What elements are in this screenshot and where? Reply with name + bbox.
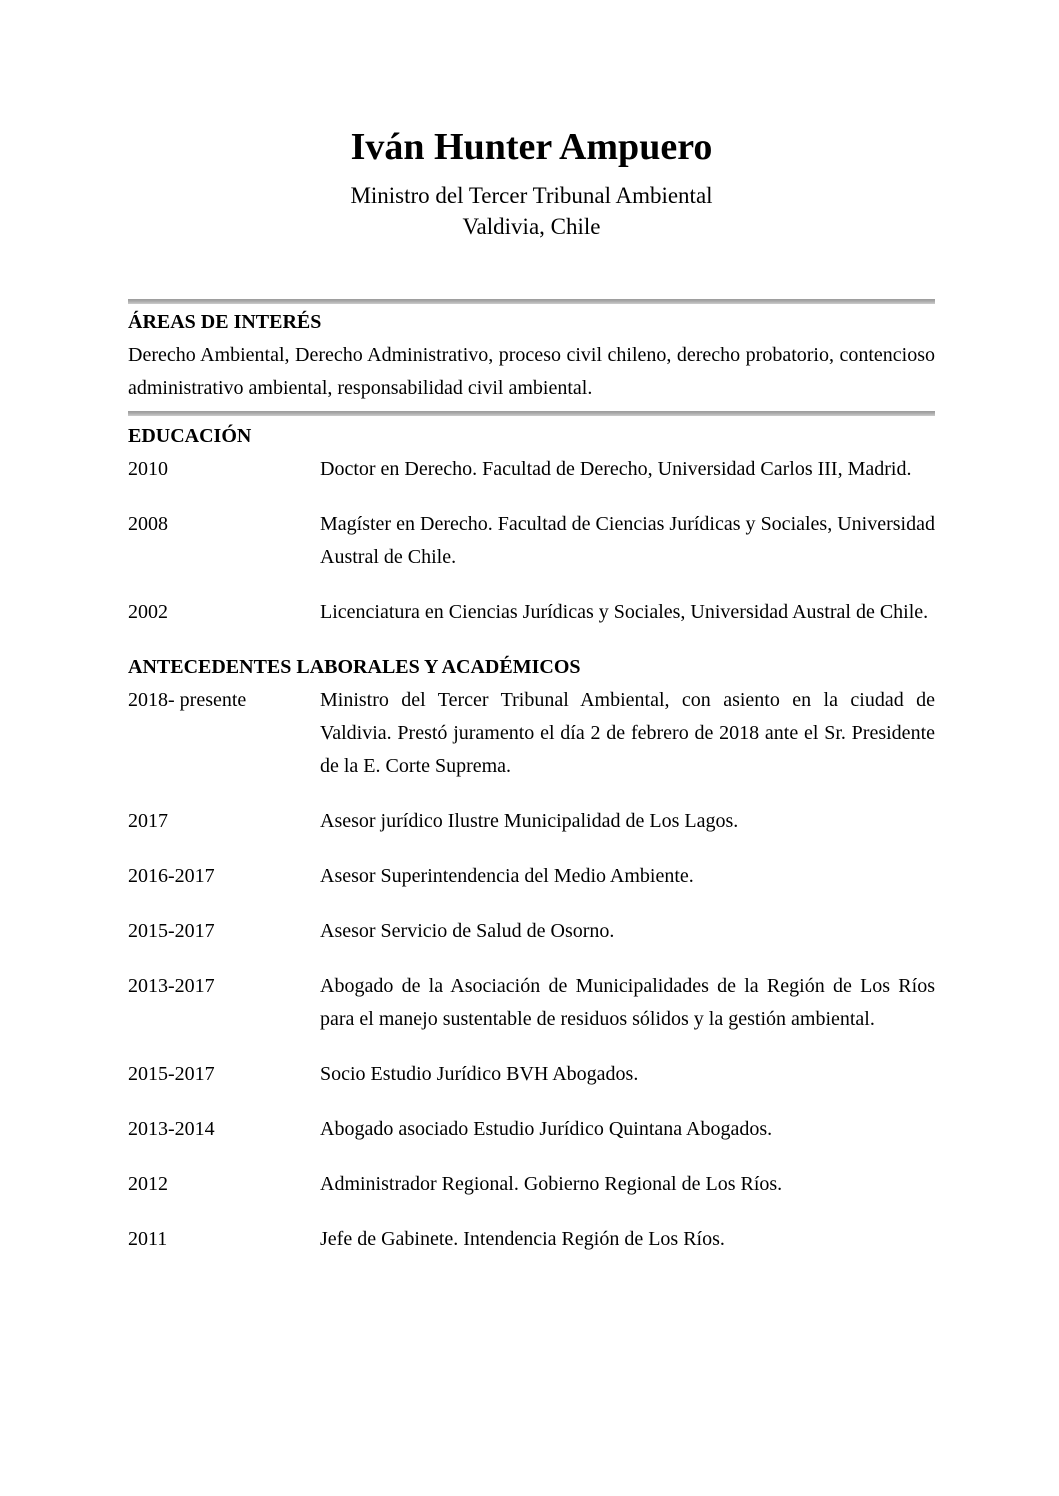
entry-period: 2002 — [128, 601, 168, 623]
entry-description: Magíster en Derecho. Facultad de Ciencias Jurídicas y Sociales, Universidad Austral de Chile. — [320, 513, 935, 568]
education-entry-row — [128, 508, 935, 574]
work-entry-row — [128, 915, 935, 948]
entry-description: Asesor Superintendencia del Medio Ambiente. — [320, 865, 694, 887]
entry-period: 2011 — [128, 1228, 168, 1250]
entry-description: Ministro del Tercer Tribunal Ambiental, con asiento en la ciudad de Valdivia. Prestó juramento el día 2 de febrero de 2018 ante el Sr. Presidente de la E. Corte Suprema. — [320, 689, 935, 777]
entry-period: 2013-2014 — [128, 1118, 215, 1140]
work-entry-row — [128, 1058, 935, 1091]
section-heading-areas-de-interes: ÁREAS DE INTERÉS — [128, 311, 322, 333]
entry-period: 2010 — [128, 458, 168, 480]
section-divider — [128, 411, 935, 416]
work-entry-row — [128, 1113, 935, 1146]
entry-period: 2015-2017 — [128, 1063, 215, 1085]
entry-period: 2016-2017 — [128, 865, 215, 887]
work-entry-row — [128, 1223, 935, 1256]
section-divider — [128, 299, 935, 304]
work-entry-row — [128, 860, 935, 893]
entry-description: Asesor jurídico Ilustre Municipalidad de Los Lagos. — [320, 810, 739, 832]
entry-period: 2013-2017 — [128, 975, 215, 997]
entry-description: Licenciatura en Ciencias Jurídicas y Sociales, Universidad Austral de Chile. — [320, 601, 929, 623]
person-name: Iván Hunter Ampuero — [350, 126, 713, 168]
entry-description: Abogado de la Asociación de Municipalidades de la Región de Los Ríos para el manejo sustentable de residuos sólidos y la gestión ambiental. — [320, 975, 935, 1030]
entry-period: 2018- presente — [128, 689, 247, 711]
areas-de-interes-paragraph: Derecho Ambiental, Derecho Administrativo, proceso civil chileno, derecho probatorio, contencioso administrativo ambiental, responsabilidad civil ambiental. — [128, 344, 935, 399]
work-entry-row — [128, 970, 935, 1036]
entry-period: 2008 — [128, 513, 168, 535]
entry-description: Administrador Regional. Gobierno Regional de Los Ríos. — [320, 1173, 783, 1195]
entry-description: Jefe de Gabinete. Intendencia Región de Los Ríos. — [320, 1228, 725, 1250]
entry-description: Abogado asociado Estudio Jurídico Quintana Abogados. — [320, 1118, 773, 1140]
entry-description: Socio Estudio Jurídico BVH Abogados. — [320, 1063, 639, 1085]
entry-description: Asesor Servicio de Salud de Osorno. — [320, 920, 615, 942]
work-entry-row — [128, 684, 935, 783]
entry-description: Doctor en Derecho. Facultad de Derecho, Universidad Carlos III, Madrid. — [320, 458, 912, 480]
work-entry-row — [128, 805, 935, 838]
entry-period: 2012 — [128, 1173, 168, 1195]
entry-period: 2017 — [128, 810, 168, 832]
section-heading-antecedentes: ANTECEDENTES LABORALES Y ACADÉMICOS — [128, 656, 581, 678]
education-entry-row — [128, 453, 935, 486]
entry-period: 2015-2017 — [128, 920, 215, 942]
document-header — [128, 0, 935, 242]
person-location: Valdivia, Chile — [462, 214, 601, 239]
work-entry-row — [128, 1168, 935, 1201]
person-title: Ministro del Tercer Tribunal Ambiental — [350, 183, 713, 208]
section-heading-educacion: EDUCACIÓN — [128, 425, 252, 447]
education-entry-row — [128, 596, 935, 629]
